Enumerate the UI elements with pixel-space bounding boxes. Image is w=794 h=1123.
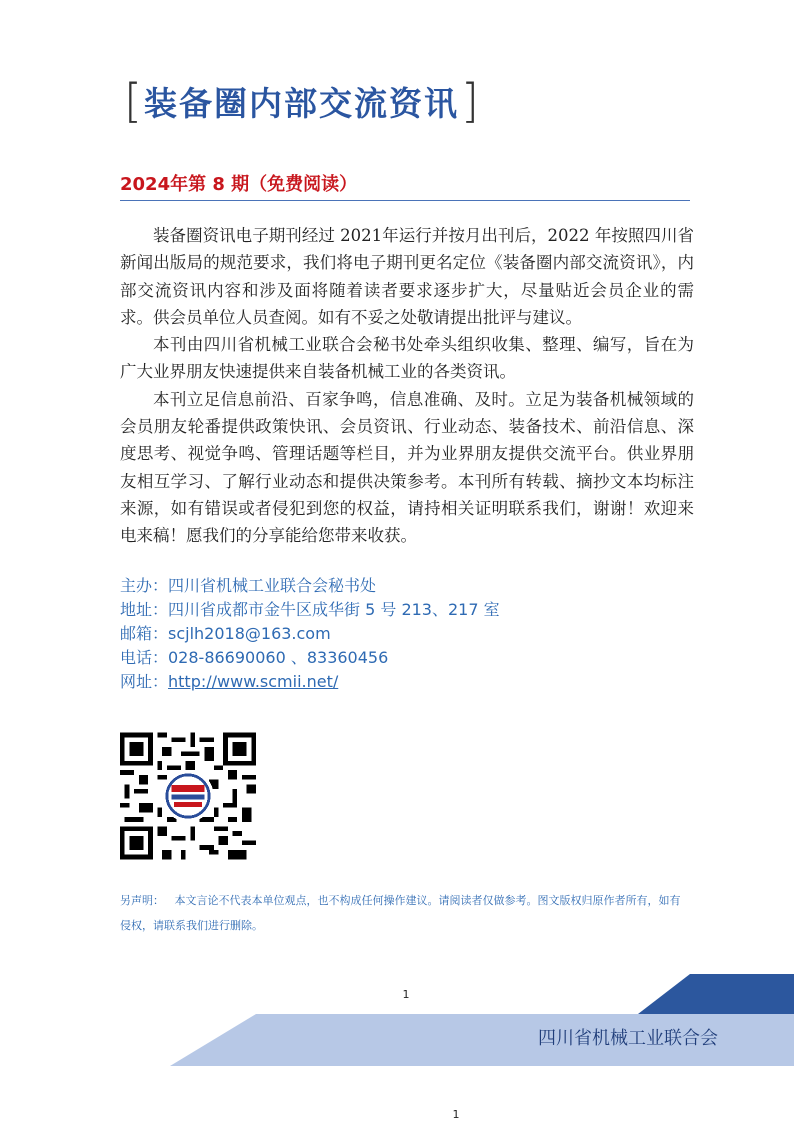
paragraph: 本刊由四川省机械工业联合会秘书处牵头组织收集、整理、编写，旨在为广大业界朋友快速提供来自装备机械工业的各类资讯。 (120, 335, 694, 382)
disclaimer-label: 另声明： (120, 894, 164, 907)
masthead-title: 装备圈内部交流资讯 (143, 83, 459, 123)
masthead-close-bracket: ] (460, 74, 479, 128)
page-number-outer: 1 (452, 1108, 460, 1121)
contact-info (120, 574, 700, 694)
website-label: 网址： (120, 672, 169, 691)
website-link[interactable]: http://www.scmii.net/ (168, 672, 339, 691)
email-line: 邮箱：scjlh2018@163.com (120, 624, 331, 643)
disclaimer (120, 888, 690, 938)
masthead (124, 74, 594, 128)
website-line (120, 670, 700, 694)
page-number-inner: 1 (402, 988, 410, 1001)
host-line: 主办：四川省机械工业联合会秘书处 (120, 576, 377, 595)
issue-heading: 2024年第 8 期（免费阅读） (120, 170, 690, 201)
intro-text (120, 222, 694, 550)
phone-line: 电话：028-86690060 、83360456 (120, 648, 389, 667)
paragraph: 本刊立足信息前沿、百家争鸣，信息准确、及时。立足为装备机械领域的会员朋友轮番提供政策快讯、会员资讯、行业动态、装备技术、前沿信息、深度思考、视觉争鸣、管理话题等栏目，并为业界朋友提供交流平台。供业界朋友相互学习、了解行业动态和提供决策参考。本刊所有转载、摘抄文本均标注来源，如有错误或者侵犯到您的权益，请持相关证明联系我们，谢谢！欢迎来电来稿！愿我们的分享能给您带来收获。 (120, 389, 694, 546)
masthead-open-bracket: [ (124, 74, 142, 128)
qr-code-icon (120, 732, 256, 860)
paragraph: 装备圈资讯电子期刊经过 2021年运行并按月出刊后，2022 年按照四川省新闻出版局的规范要求，我们将电子期刊更名定位《装备圈内部交流资讯》，内部交流资讯内容和涉及面将随着读者要求逐步扩大，尽量贴近会员企业的需求。供会员单位人员查阅。如有不妥之处敬请提出批评与建议。 (120, 226, 694, 327)
footer-band (0, 974, 794, 1066)
footer-org-name: 四川省机械工业联合会 (538, 1028, 718, 1049)
disclaimer-text: 本文言论不代表本单位观点，也不构成任何操作建议。请阅读者仅做参考。图文版权归原作者所有，如有侵权，请联系我们进行删除。 (120, 894, 681, 932)
address-line: 地址：四川省成都市金牛区成华街 5 号 213、217 室 (120, 600, 500, 619)
